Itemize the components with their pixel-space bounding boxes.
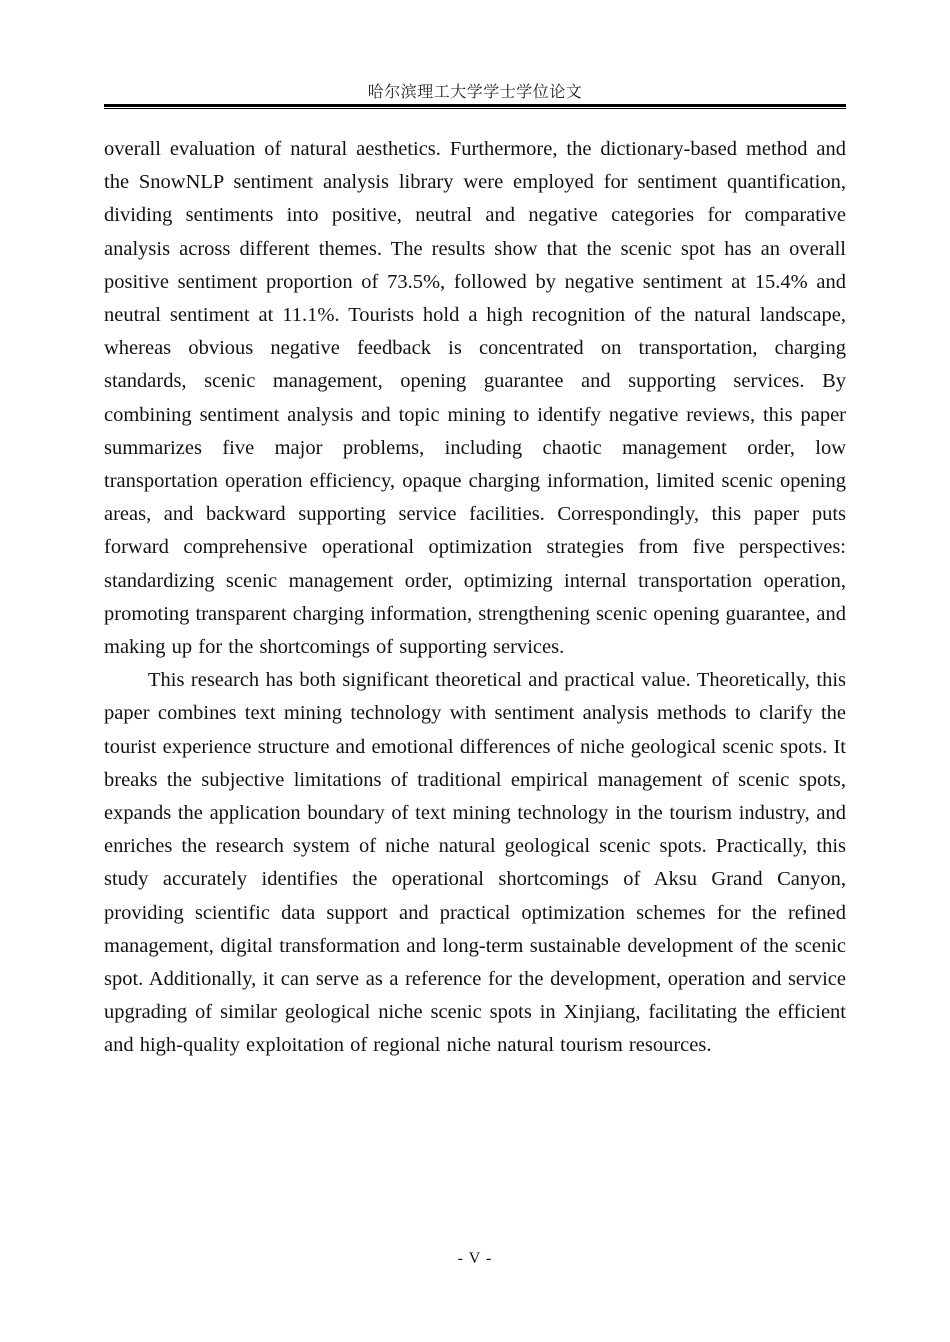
- header-rule-thick: [104, 104, 846, 107]
- paragraph-continued: overall evaluation of natural aesthetics. Furthermore, the dictionary-based method and the SnowNLP sentiment analysis library were employed for sentiment quantification, dividing sentiments into positive, neutral and negative categories for comparative analysis across different themes. The results show that the scenic spot has an overall positive sentiment proportion of 73.5%, followed by negative sentiment at 15.4% and neutral sentiment at 11.1%. Tourists hold a high recognition of the natural landscape, whereas obvious negative feedback is concentrated on transportation, charging standards, scenic management, opening guarantee and supporting services. By combining sentiment analysis and topic mining to identify negative reviews, this paper summarizes five major problems, including chaotic management order, low transportation operation efficiency, opaque charging information, limited scenic opening areas, and backward supporting service facilities. Correspondingly, this paper puts forward comprehensive operational optimization strategies from five perspectives: standardizing scenic management order, optimizing internal transportation operation, promoting transparent charging information, strengthening scenic opening guarantee, and making up for the shortcomings of supporting services.: [104, 138, 846, 659]
- paragraph-research-value: This research has both significant theoretical and practical value. Theoretically, this paper combines text mining technology with sentiment analysis methods to clarify the tourist experience structure and emotional differences of niche geological scenic spots. It breaks the subjective limitations of traditional empirical management of scenic spots, expands the application boundary of text mining technology in the tourism industry, and enriches the research system of niche natural geological scenic spots. Practically, this study accurately identifies the operational shortcomings of Aksu Grand Canyon, providing scientific data support and practical optimization schemes for the refined management, digital transformation and long-term sustainable development of the scenic spot. Additionally, it can serve as a reference for the development, operation and service upgrading of similar geological niche scenic spots in Xinjiang, facilitating the efficient and high-quality exploitation of regional niche natural tourism resources.: [104, 669, 846, 1057]
- thesis-header-title: 哈尔滨理工大学学士学位论文: [367, 84, 583, 101]
- page-number: - V -: [457, 1250, 493, 1267]
- abstract-body: [104, 133, 846, 1063]
- header-rule-thin: [104, 108, 846, 109]
